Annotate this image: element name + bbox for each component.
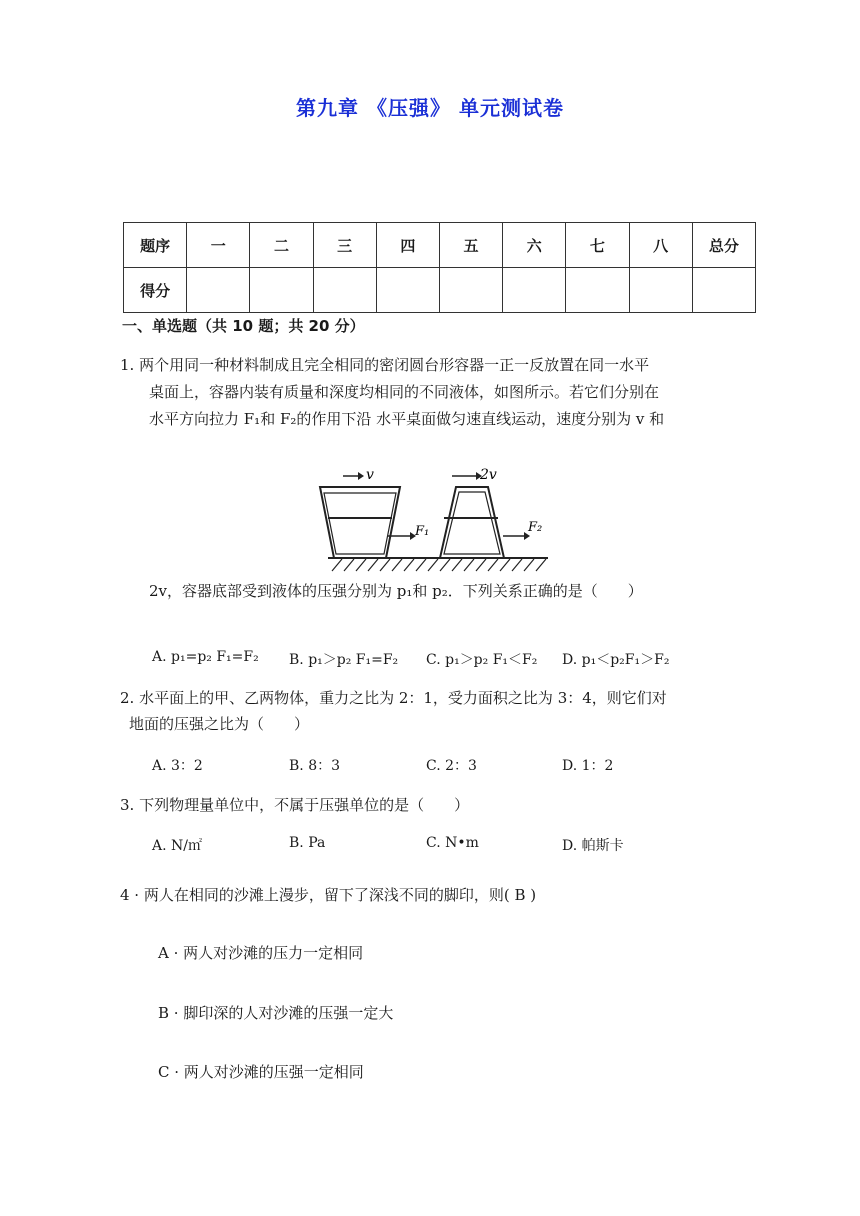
table-cell: 二 [250,223,313,268]
velocity-label: 2v [480,467,497,483]
option-b[interactable]: B. p₁＞p₂ F₁=F₂ [289,652,399,668]
table-row [124,268,756,313]
question-4-line-1: 4 · 两人在相同的沙滩上漫步，留下了深浅不同的脚印，则( B ) [120,886,537,904]
upright-container [440,487,504,558]
score-cell[interactable] [439,268,502,313]
score-cell[interactable] [313,268,376,313]
option-d[interactable]: D. p₁＜p₂F₁＞F₂ [562,652,670,668]
question-1-line-4: 2v，容器底部受到液体的压强分别为 p₁和 p₂．下列关系正确的是（ ） [149,582,643,600]
question-1-line-3: 水平方向拉力 F₁和 F₂的作用下沿 水平桌面做匀速直线运动，速度分别为 v 和 [149,410,665,428]
page-title: 第九章 《压强》 单元测试卷 [296,96,564,120]
table-cell: 总分 [692,223,755,268]
question-1-line-1: 1. 两个用同一种材料制成且完全相同的密闭圆台形容器一正一反放置在同一水平 [120,356,650,374]
score-cell[interactable] [376,268,439,313]
table-row [124,223,756,268]
option-c[interactable]: C. p₁＞p₂ F₁＜F₂ [426,652,538,668]
table-cell: 七 [566,223,629,268]
option-d[interactable]: D. 帕斯卡 [562,838,624,854]
question-3-line-1: 3. 下列物理量单位中，不属于压强单位的是（ ） [120,796,470,814]
score-cell[interactable] [566,268,629,313]
score-table [123,222,756,313]
question-2-line-2: 地面的压强之比为（ ） [129,715,310,733]
option-c[interactable]: C. N•m [426,835,479,851]
table-cell: 四 [376,223,439,268]
score-cell[interactable] [629,268,692,313]
option-b[interactable]: B. 8：3 [289,758,341,774]
force-label: F₁ [415,524,430,539]
option-a[interactable]: A. 3：2 [152,758,203,774]
question-2-line-1: 2. 水平面上的甲、乙两物体，重力之比为 2：1，受力面积之比为 3：4，则它们对 [120,689,667,707]
table-cell: 五 [439,223,502,268]
table-cell: 八 [629,223,692,268]
table-cell: 题序 [124,223,187,268]
option-c[interactable]: C · 两人对沙滩的压强一定相同 [158,1063,364,1081]
score-cell[interactable] [250,268,313,313]
question-1-line-2: 桌面上，容器内装有质量和深度均相同的不同液体，如图所示。若它们分别在 [149,383,660,401]
force-label: F₂ [528,520,543,535]
score-cell[interactable] [187,268,250,313]
table-cell: 三 [313,223,376,268]
table-cell: 得分 [124,268,187,313]
score-cell[interactable] [503,268,566,313]
option-a[interactable]: A. p₁=p₂ F₁=F₂ [152,649,259,665]
containers-figure [318,463,558,578]
option-a[interactable]: A · 两人对沙滩的压力一定相同 [158,944,364,962]
table-cell: 一 [187,223,250,268]
option-c[interactable]: C. 2：3 [426,758,477,774]
inverted-container [320,487,400,558]
score-cell[interactable] [692,268,755,313]
option-a[interactable]: A. N/㎡ [152,838,202,854]
section-heading: 一、单选题（共 10 题；共 20 分） [122,317,365,335]
table-cell: 六 [503,223,566,268]
option-b[interactable]: B. Pa [289,835,326,851]
option-b[interactable]: B · 脚印深的人对沙滩的压强一定大 [158,1004,394,1022]
velocity-label: v [366,467,374,483]
option-d[interactable]: D. 1：2 [562,758,614,774]
